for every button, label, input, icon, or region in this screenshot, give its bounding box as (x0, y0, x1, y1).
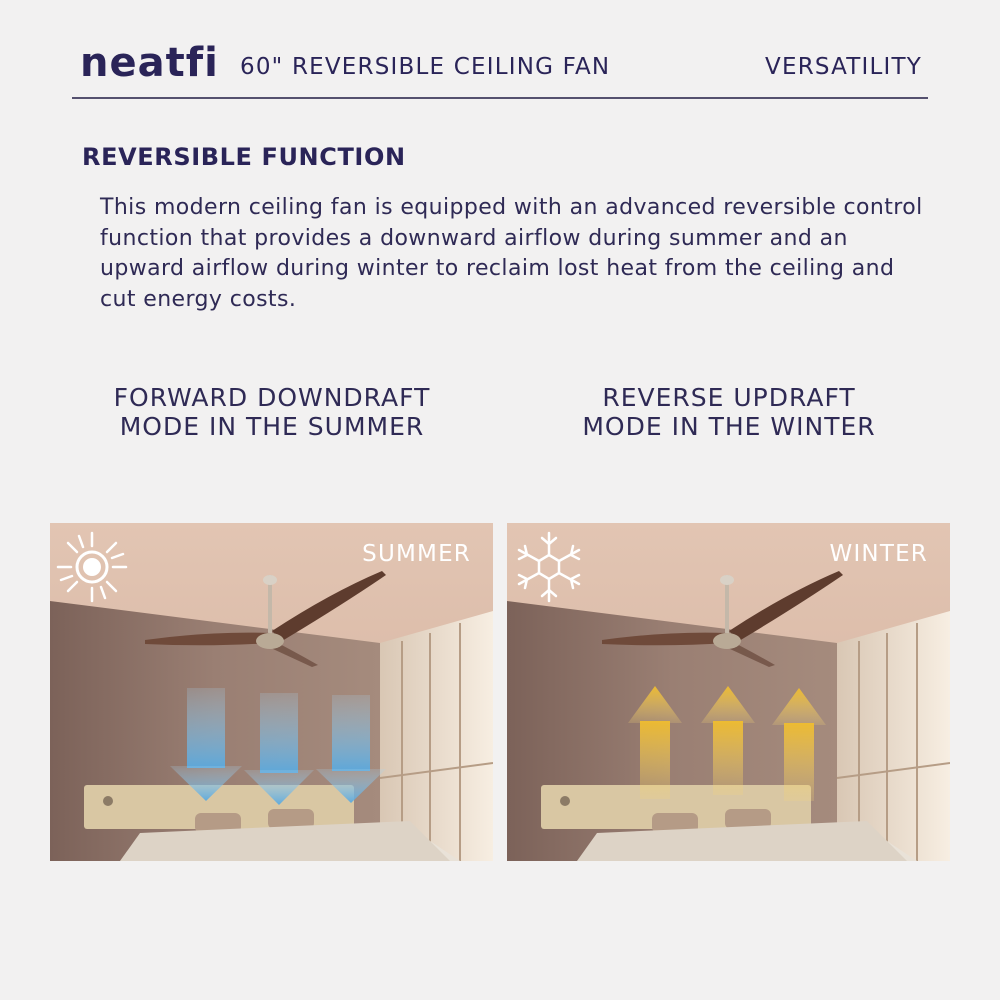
summer-mode-title (42, 383, 502, 441)
feature-description: This modern ceiling fan is equipped with an advanced reversible control function that provides a downward airflow during summer and an upward airflow during winter to reclaim lost heat from the ceiling and cut energy costs. (100, 195, 923, 312)
summer-room-image (50, 523, 493, 861)
summer-label: SUMMER (362, 541, 471, 567)
summer-mode-title-line1: FORWARD DOWNDRAFT (113, 383, 431, 412)
feature-heading: REVERSIBLE FUNCTION (82, 143, 406, 171)
downdraft-arrows (170, 688, 386, 805)
winter-room-image (507, 523, 950, 861)
section-label: VERSATILITY (765, 54, 922, 80)
summer-mode-title-line2: MODE IN THE SUMMER (119, 412, 425, 441)
winter-label: WINTER (829, 541, 928, 567)
header-divider (72, 97, 928, 99)
winter-mode-title (499, 383, 959, 441)
updraft-arrows (628, 686, 826, 801)
winter-mode-title-line2: MODE IN THE WINTER (582, 412, 876, 441)
header (72, 36, 928, 98)
sun-icon (54, 529, 130, 605)
snowflake-icon (511, 529, 587, 605)
brand-logo: neatfi (80, 40, 219, 86)
winter-mode-title-line1: REVERSE UPDRAFT (602, 383, 856, 412)
product-title: 60" REVERSIBLE CEILING FAN (240, 54, 611, 80)
